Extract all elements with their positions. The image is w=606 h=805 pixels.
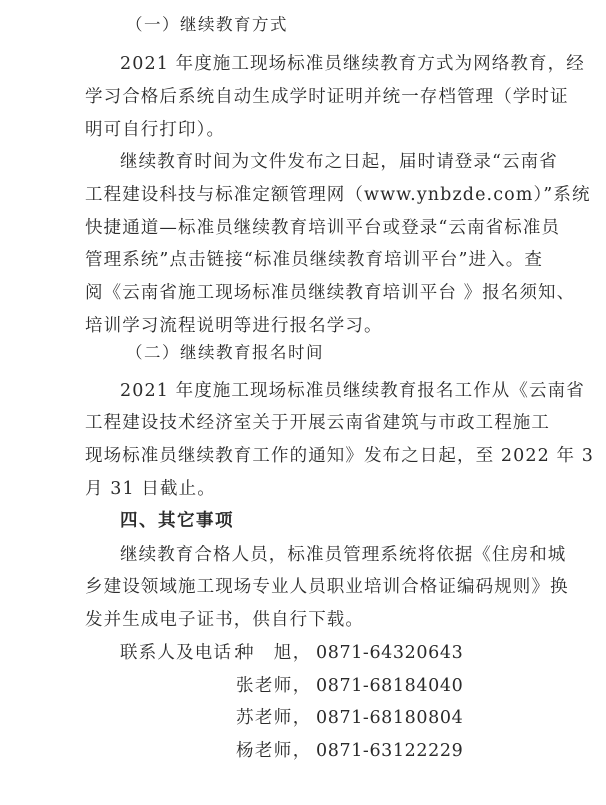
contact-name: 苏老师， bbox=[236, 708, 312, 728]
paragraph-line: 继续教育合格人员，标准员管理系统将依据《住房和城 bbox=[120, 545, 567, 565]
paragraph-line: 发并生成电子证书，供自行下载。 bbox=[85, 610, 364, 630]
contact-name: 张老师， bbox=[236, 676, 312, 696]
paragraph-line: 乡建设领域施工现场专业人员职业培训合格证编码规则》换 bbox=[85, 577, 569, 597]
contact-phone: 0871-68184040 bbox=[316, 676, 464, 696]
paragraph-line: 继续教育时间为文件发布之日起，届时请登录“云南省 bbox=[120, 152, 558, 172]
contact-phone: 0871-64320643 bbox=[316, 643, 464, 663]
paragraph-line: 培训学习流程说明等进行报名学习。 bbox=[85, 316, 383, 336]
section-heading-registration-time: （二）继续教育报名时间 bbox=[126, 343, 324, 362]
paragraph-line: 阅《云南省施工现场标准员继续教育培训平台 》报名须知、 bbox=[85, 283, 576, 303]
contact-phone: 0871-63122229 bbox=[316, 741, 464, 761]
paragraph-line: 管理系统”点击链接“标准员继续教育培训平台”进入。查 bbox=[85, 250, 543, 270]
paragraph-line: 工程建设技术经济室关于开展云南省建筑与市政工程施工 bbox=[85, 413, 550, 433]
paragraph-line: 工程建设科技与标准定额管理网（www.ynbzde.com）”系统 bbox=[85, 185, 591, 205]
paragraph-line: 明可自行打印）。 bbox=[85, 120, 226, 140]
contact-phone: 0871-68180804 bbox=[316, 708, 464, 728]
paragraph-line: 2021 年度施工现场标准员继续教育报名工作从《云南省 bbox=[120, 381, 585, 401]
section-heading-method: （一）继续教育方式 bbox=[126, 15, 288, 34]
paragraph-line: 现场标准员继续教育工作的通知》发布之日起，至 2022 年 3 bbox=[85, 446, 594, 466]
contact-name: 杨老师， bbox=[236, 741, 312, 761]
paragraph-line: 学习合格后系统自动生成学时证明并统一存档管理（学时证 bbox=[85, 87, 569, 107]
paragraph-line: 快捷通道—标准员继续教育培训平台或登录“云南省标准员 bbox=[85, 218, 561, 238]
contact-label: 联系人及电话： bbox=[120, 643, 251, 663]
paragraph-line: 2021 年度施工现场标准员继续教育方式为网络教育，经 bbox=[120, 54, 585, 74]
paragraph-line: 月 31 日截止。 bbox=[85, 479, 216, 499]
section-heading-other-matters: 四、其它事项 bbox=[120, 511, 234, 531]
contact-name: 种 旭， bbox=[236, 643, 312, 663]
